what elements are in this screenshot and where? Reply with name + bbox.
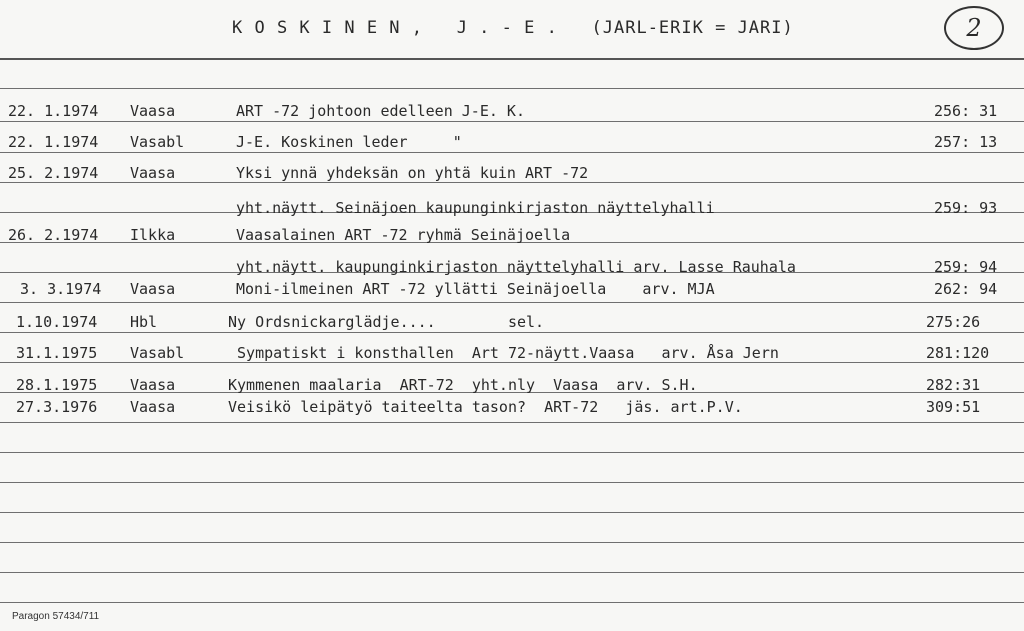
ruled-line [0, 121, 1024, 122]
ruled-line [0, 302, 1024, 303]
entry-title: ART -72 johtoon edelleen J-E. K. [236, 102, 525, 120]
entry-source: Vaasa [130, 164, 176, 182]
ruled-line [0, 572, 1024, 573]
entry-ref: 256: 31 [934, 102, 998, 120]
entry-source: Vaasa [130, 102, 176, 120]
entry-title: Vaasalainen ART -72 ryhmä Seinäjoella [236, 226, 571, 244]
entry-date: 22. 1.1974 [8, 133, 99, 151]
entry-date: 26. 2.1974 [8, 226, 99, 244]
card-number: 2 [966, 14, 982, 42]
entry-ref: 259: 93 [934, 199, 998, 217]
entry-ref: 259: 94 [934, 258, 998, 276]
entry-source: Vaasa [130, 376, 176, 394]
card-header: K O S K I N E N , J . - E . (JARL-ERIK = JARI) [232, 18, 794, 38]
entry-title: J-E. Koskinen leder " [236, 133, 462, 151]
entry-title: Yksi ynnä yhdeksän on yhtä kuin ART -72 [236, 164, 589, 182]
ruled-line [0, 182, 1024, 183]
entry-source: Ilkka [130, 226, 176, 244]
entry-source: Vaasa [130, 398, 176, 416]
entry-date: 1.10.1974 [16, 313, 98, 331]
entry-source: Vasabl [130, 344, 185, 362]
ruled-line [0, 542, 1024, 543]
entry-title: yht.näytt. kaupunginkirjaston näyttelyhalli arv. Lasse Rauhala [236, 258, 796, 276]
ruled-line [0, 482, 1024, 483]
entry-ref: 257: 13 [934, 133, 998, 151]
entry-ref: 262: 94 [934, 280, 998, 298]
entry-date: 22. 1.1974 [8, 102, 99, 120]
ruled-line [0, 452, 1024, 453]
entry-title: Ny Ordsnickarglädje.... sel. [228, 313, 545, 331]
ruled-line [0, 422, 1024, 423]
entry-title: Kymmenen maalaria ART-72 yht.nly Vaasa arv. S.H. [228, 376, 698, 394]
ruled-line [0, 332, 1024, 333]
entry-date: 25. 2.1974 [8, 164, 99, 182]
entry-ref: 281:120 [926, 344, 990, 362]
entry-date: 31.1.1975 [16, 344, 98, 362]
ruled-line [0, 88, 1024, 89]
entry-date: 28.1.1975 [16, 376, 98, 394]
entry-ref: 275:26 [926, 313, 981, 331]
ruled-line [0, 602, 1024, 603]
entry-title: Moni-ilmeinen ART -72 yllätti Seinäjoella arv. MJA [236, 280, 715, 298]
header-rule [0, 58, 1024, 60]
ruled-line [0, 362, 1024, 363]
entry-ref: 309:51 [926, 398, 981, 416]
entry-title: Sympatiskt i konsthallen Art 72-näytt.Vaasa arv. Åsa Jern [228, 344, 779, 362]
card-number-circle [944, 6, 1004, 50]
entry-source: Hbl [130, 313, 158, 331]
entry-source: Vaasa [130, 280, 176, 298]
entry-ref: 282:31 [926, 376, 981, 394]
entry-date: 27.3.1976 [16, 398, 98, 416]
entry-source: Vasabl [130, 133, 185, 151]
entry-date: 3. 3.1974 [20, 280, 102, 298]
entry-title: Veisikö leipätyö taiteelta tason? ART-72 jäs. art.P.V. [228, 398, 743, 416]
entry-title: yht.näytt. Seinäjoen kaupunginkirjaston näyttelyhalli [236, 199, 715, 217]
ruled-line [0, 512, 1024, 513]
printer-imprint: Paragon 57434/711 [12, 611, 100, 622]
ruled-line [0, 152, 1024, 153]
